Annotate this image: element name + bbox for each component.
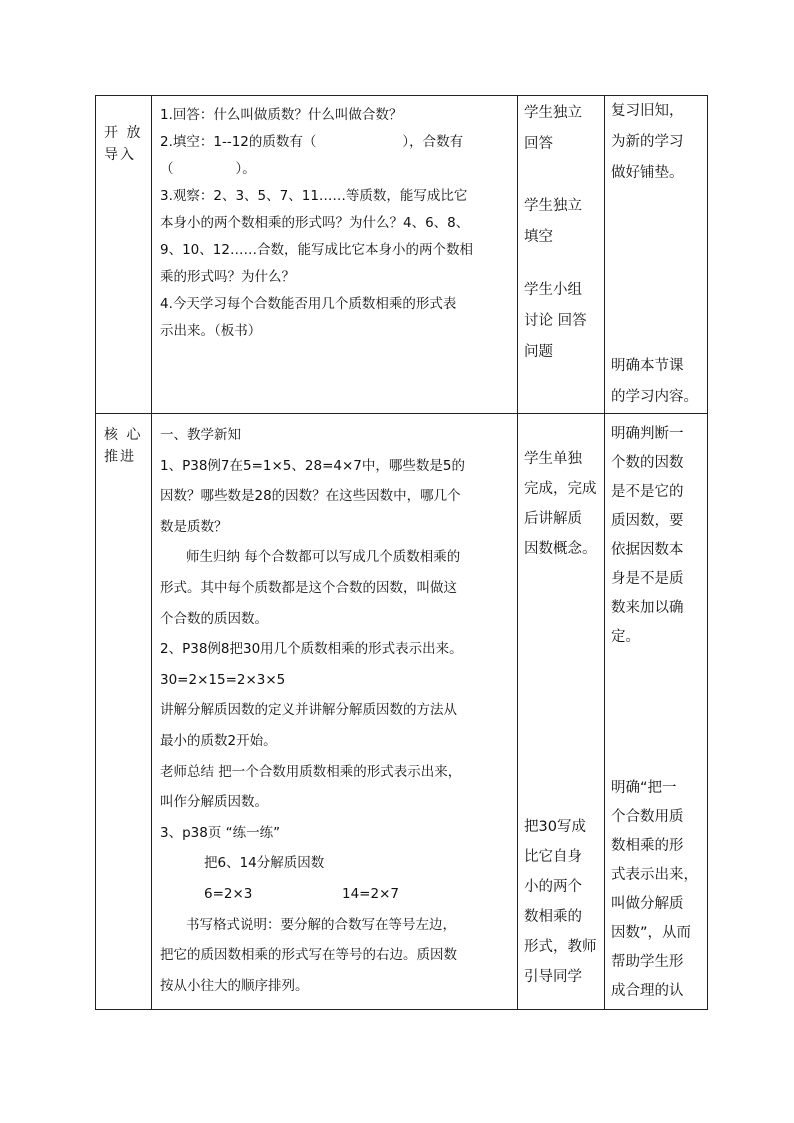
note-line: 身是不是质 (611, 571, 684, 587)
student-line: 数相乘的 (524, 909, 582, 925)
note-line: 为新的学习 (611, 134, 684, 150)
content-line: 形式。其中每个质数都是这个合数的因数，叫做这 (160, 579, 457, 596)
section-label (96, 414, 152, 1010)
content-line: 3、p38页 “练一练” (160, 824, 281, 841)
content-line: 3.观察：2、3、5、7、11……等质数，能写成比它 (160, 188, 468, 204)
student-line: 学生单独 (524, 451, 582, 467)
content-line (160, 156, 511, 183)
note-line: 依据因数本 (611, 542, 684, 558)
student-line: 小的两个 (524, 879, 582, 895)
content-line: 示出来。（板书） (160, 323, 262, 339)
note-line: 成合理的认 (611, 983, 684, 999)
content-fragment: ），合数有 (402, 134, 464, 150)
student-line: 形式，教师 (524, 939, 597, 955)
section-label-line: 开 放 (104, 125, 143, 141)
note-line: 复习旧知， (611, 103, 684, 119)
design-intent-cell (605, 96, 708, 414)
table-row (96, 96, 708, 414)
section-label-line: 导入 (104, 147, 136, 163)
design-intent-cell (605, 414, 708, 1010)
content-line: 个合数的质因数。 (160, 610, 268, 627)
note-line: 式表示出来， (611, 867, 698, 883)
content-line: 2、P38例8把30用几个质数相乘的形式表示出来。 (160, 641, 463, 658)
content-line: 最小的质数2开始。 (160, 732, 277, 749)
content-line: 1.回答：什么叫做质数？什么叫做合数？ (160, 107, 403, 123)
content-line (160, 879, 511, 910)
content-line (160, 129, 511, 156)
content-line: 4.今天学习每个合数能否用几个质数相乘的形式表 (160, 296, 457, 312)
table-row (96, 414, 708, 1010)
section-label-line: 推进 (104, 449, 136, 465)
student-line: 学生独立 (524, 198, 582, 214)
lesson-plan-table (95, 95, 708, 1010)
student-line: 填空 (524, 229, 553, 245)
note-line: 个合数用质 (611, 809, 684, 825)
note-line: 的学习内容。 (611, 389, 698, 405)
note-line: 质因数，要 (611, 513, 684, 529)
note-line: 做好铺垫。 (611, 165, 684, 181)
student-line: 完成，完成 (524, 481, 597, 497)
student-activity-cell (518, 414, 605, 1010)
student-line: 学生小组 (524, 282, 582, 298)
student-line: 讨论 回答 (524, 313, 587, 329)
content-line: 本身小的两个数相乘的形式吗？为什么？4、6、8、 (160, 215, 470, 231)
content-line: 按从小往大的顺序排列。 (160, 977, 309, 994)
content-fragment: ）。 (235, 161, 256, 177)
student-line: 比它自身 (524, 849, 582, 865)
content-cell (152, 414, 518, 1010)
content-fragment: （ (160, 161, 174, 177)
content-line: 9、10、12……合数，能写成比它本身小的两个数相 (160, 242, 473, 258)
content-line: 讲解分解质因数的定义并讲解分解质因数的方法从 (160, 702, 457, 719)
content-line: 30=2×15=2×3×5 (160, 671, 286, 688)
content-line: 1、P38例7在5=1×5、28=4×7中，哪些数是5的 (160, 457, 465, 474)
note-line: 是不是它的 (611, 484, 684, 500)
content-line: 一、教学新知 (160, 427, 241, 443)
note-line: 明确本节课 (611, 358, 684, 374)
content-line: 老师总结 把一个合数用质数相乘的形式表示出来， (160, 763, 462, 780)
note-line: 帮助学生形 (611, 954, 684, 970)
student-line: 后讲解质 (524, 511, 582, 527)
note-line: 因数”，从而 (611, 925, 692, 941)
note-line: 定。 (611, 629, 640, 645)
student-line: 引导同学 (524, 969, 582, 985)
note-line: 明确“把一 (611, 780, 677, 796)
student-line: 因数概念。 (524, 541, 597, 557)
content-line: 乘的形式吗？为什么？ (160, 269, 295, 285)
content-fragment: 2.填空：1--12的质数有（ (160, 134, 317, 150)
content-fragment: 6=2×3 (204, 885, 253, 902)
content-line: 因数？哪些数是28的因数？在这些因数中，哪几个 (160, 488, 461, 505)
section-label (96, 96, 152, 414)
note-line: 数来加以确 (611, 600, 684, 616)
section-label-line: 核 心 (104, 427, 143, 443)
content-line: 数是质数？ (160, 518, 228, 535)
note-line: 叫做分解质 (611, 896, 684, 912)
student-line: 回答 (524, 136, 553, 152)
content-line: 把6、14分解质因数 (204, 855, 325, 872)
note-line: 个数的因数 (611, 455, 684, 471)
student-activity-cell (518, 96, 605, 414)
content-line: 叫作分解质因数。 (160, 794, 268, 811)
student-line: 学生独立 (524, 105, 582, 121)
student-line: 问题 (524, 344, 553, 360)
note-line: 数相乘的形 (611, 838, 684, 854)
content-line: 师生归纳 每个合数都可以写成几个质数相乘的 (186, 549, 461, 566)
content-line: 书写格式说明：要分解的合数写在等号左边， (186, 916, 456, 933)
content-line: 把它的质因数相乘的形式写在等号的右边。质因数 (160, 947, 457, 964)
content-cell (152, 96, 518, 414)
note-line: 明确判断一 (611, 426, 684, 442)
student-line: 把30写成 (524, 819, 586, 835)
content-fragment: 14=2×7 (342, 885, 399, 902)
